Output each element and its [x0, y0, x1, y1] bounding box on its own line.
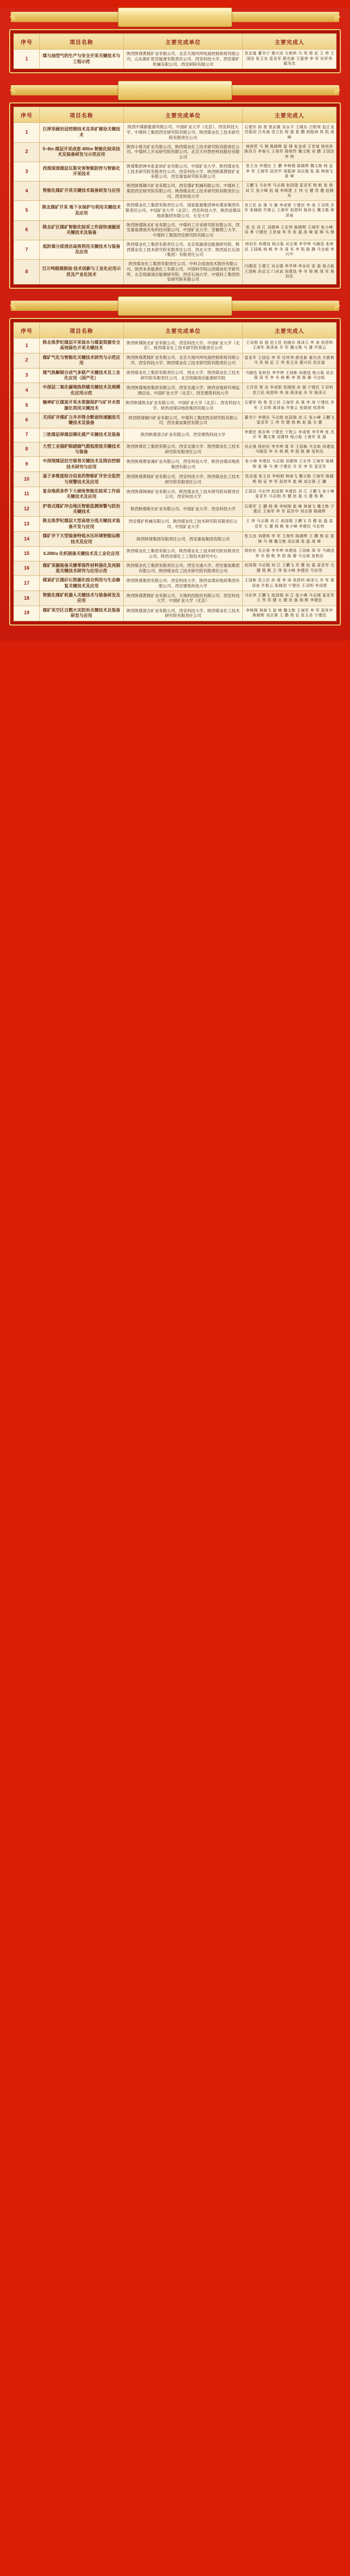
award-table-frame	[9, 29, 341, 73]
banner-tip-left-icon	[10, 12, 15, 21]
table-row	[14, 457, 337, 472]
completing-units: 陕西煤业化工集团有限公司、陕西煤业化工技术研究院有限责任公司、陕西省煤化工工程技术研究中心	[123, 547, 243, 561]
completing-people: 张 杰 刘 江 刘建林 王宏伟 陈晓辉 王海军 张小峰 吴 勇 宁建民 王世斌 李 军 张 磊 高 峰 崔 锋 马 骋	[243, 220, 337, 240]
completing-units: 陕西陕煤韩城矿业有限公司、陕西煤业化工技术研究院有限责任公司、西安科技大学	[123, 487, 243, 502]
row-index: 5	[14, 398, 40, 413]
row-index: 6	[14, 413, 40, 428]
completing-units: 陕西煤业化工集团有限责任公司、国家能源集团神东煤炭集团有限责任公司、中国矿业大学（北京）、西安科技大学、陕西省煤田地质集团有限公司、长安大学	[123, 201, 243, 220]
table-row	[14, 123, 337, 142]
completing-units: 陕西煤业化工集团有限责任公司、西北大学、陕西煤业化工技术研究院有限责任公司、北京低碳清洁能源研究院	[123, 368, 243, 383]
table-row	[14, 442, 337, 457]
completing-units: 陕西陕煤化工集团有限公司、西安交通大学、陕西煤业化工技术研究院有限责任公司	[123, 442, 243, 457]
completing-people: 董书宁 李建民 马志刚 赵国瑞 刘 江 张小峰 王鹏飞 雷亚军 王 伟 苏 健 杨 帆 赵 磊 毛 健	[243, 413, 337, 428]
completing-units: 西安煤矿机械有限公司、陕西煤业化工技术研究院有限责任公司、中国矿业大学	[123, 517, 243, 532]
row-index: 1	[14, 123, 40, 142]
table-header-row	[14, 323, 337, 338]
completing-people: 范京道 董书宁 惠兴田 方新秋 马 英 杨 征 王 伟 王国法 张玉良 雷亚军 薛忠新 王振荣 李 军 任怀伟 霍丙杰	[243, 50, 337, 69]
column-header: 序号	[14, 34, 40, 50]
project-name: 煤气热解制合成气多联产关键技术及工业化应用（国产化）	[39, 368, 123, 383]
completing-units: 陕西陕煤黄陵矿业有限公司、北京天地玛珂电液控制系统有限公司、西安科技大学、陕西煤业化工技术研究院有限责任公司	[123, 353, 243, 368]
completing-people: 赵国瑞 马志刚 刘 江 王鹏飞 苏 健 赵 磊 雷亚军 毛 健 杨 帆 王 伟 张小峰 李建民 马宏伟	[243, 561, 337, 576]
table-row	[14, 428, 337, 442]
column-header: 项目名称	[39, 34, 123, 50]
project-name: 护巷式煤矿冲击地压智能监测预警与防治关键技术	[39, 502, 123, 517]
table-row	[14, 368, 337, 383]
section-banner	[11, 296, 339, 315]
row-index: 6	[14, 220, 40, 240]
row-index: 4	[14, 383, 40, 398]
project-name: 5~8m 煤层开采成套 400m 智能化综采技术及装备研发与示范应用	[39, 142, 123, 162]
project-name: 煤与油型气的生产与安全开采关键技术与工程示范	[39, 50, 123, 69]
completing-units: 陕西陕煤集团有限责任公司、西安重装集团有限公司	[123, 532, 243, 547]
section-title-plate	[118, 296, 232, 316]
table-row	[14, 353, 337, 368]
project-name: 中深层二氧化碳地热供暖关键技术及规模化应用示范	[39, 383, 123, 398]
row-index: 8	[14, 442, 40, 457]
project-name: 中深埋煤层沿空留巷关键技术及围岩控制技术研究与应用	[39, 457, 123, 472]
project-name: 煤矿采空区自燃火灾防治关键技术及装备研发与应用	[39, 606, 123, 621]
table-row	[14, 220, 337, 240]
completing-people: 李树刚 林海飞 崔 峰 魏文艳 王海军 李 军 屈世甲 陈晓辉 刘志强 王 鹏 杨 征 张玉良 宁建民	[243, 606, 337, 621]
completing-people: 马宏伟 王鹏飞 赵国瑞 刘 江 张小峰 马志刚 雷亚军 王 伟 苏 健 毛 健 赵 磊 杨 帆 李建民	[243, 591, 337, 606]
project-name: 榆神矿区煤炭开采水资源保护与矿井水资源化利用关键技术	[39, 398, 123, 413]
row-index: 13	[14, 517, 40, 532]
project-name: 陕北矿区煤矿智能化综采工作面快速掘进关键技术及装备	[39, 220, 123, 240]
completing-people: 杨俊哲 马 骋 陈晓辉 崔 锋 张金虎 王世斌 杨培举 陈洪月 李春元 王海军 杨俊哲 魏文艳 刘 鹏 王国法 李 明	[243, 142, 337, 162]
completing-people: 范立民 孙 强 马 雄 李成银 宁建民 李 涛 王双明 乔 军 张晓团 仵拨云 王海军 侯恩科 杨泽元 魏文艳 蒋泽泉	[243, 201, 337, 220]
completing-people: 王鹏飞 马宏伟 马志刚 赵国瑞 雷亚军 杨 帆 张 俊 刘 江 张小峰 赵 磊 李明建 王 伟 毛 健 苏 健 赵晓东	[243, 182, 337, 201]
row-index: 12	[14, 502, 40, 517]
completing-people: 王国法 马宏伟 赵国瑞 李建民 刘 江 王鹏飞 张小峰 雷亚军 马志刚 苏 健 赵 磊 毛 健 杨 帆	[243, 487, 337, 502]
project-name: 陕北煤矿开采 地下水保护与利用关键技术及应用	[39, 201, 123, 220]
sections-container	[0, 8, 350, 626]
project-name: 大型工业锅炉脱硝烟气超低排放关键技术与装备	[39, 442, 123, 457]
table-row	[14, 532, 337, 547]
column-header: 序号	[14, 107, 40, 123]
table-row	[14, 576, 337, 591]
column-header: 主要完成人	[243, 323, 337, 338]
table-row	[14, 591, 337, 606]
project-name: 低阶煤分质清洁高效利用关键技术与装备及应用	[39, 240, 123, 259]
table-row	[14, 338, 337, 353]
banner-tip-right-icon	[335, 86, 340, 94]
column-header: 主要完成单位	[123, 107, 243, 123]
table-row	[14, 517, 337, 532]
award-table-frame	[9, 102, 341, 289]
row-index: 1	[14, 50, 40, 69]
award-list-page	[0, 8, 350, 641]
project-name: 煤矿采掘装备关键零部件材料强化及再制造关键技术研究与应用示范	[39, 561, 123, 576]
row-index: 3	[14, 368, 40, 383]
completing-units: 陕西中煤新能源有限公司、中国矿业大学（北京）、西安科技大学、中煤科工集团西安研究院有限公司、陕西煤业化工技术研究院有限责任公司	[123, 123, 243, 142]
table-row	[14, 398, 337, 413]
column-header: 主要完成人	[243, 34, 337, 50]
column-header: 主要完成人	[243, 107, 337, 123]
row-index: 19	[14, 606, 40, 621]
project-name: 6.2Mt/a 化机制备关键技术及工业化应用	[39, 547, 123, 561]
table-row	[14, 201, 337, 220]
row-index: 14	[14, 532, 40, 547]
completing-units: 陕西煤业化工集团有限责任公司、中科合成油技术股份有限公司、陕西未来能源化工有限公司、中国科学院山西煤炭化学研究所、北京低碳清洁能源研究院、西安石油大学、中煤科工集团西安研究院有限公司	[123, 260, 243, 284]
completing-units: 陕西陕煤铜川矿业有限公司、西安煤矿机械有限公司、中煤科工集团西安研究院有限公司、陕西煤业化工技术研究院有限责任公司、西安科技大学	[123, 182, 243, 201]
column-header: 主要完成单位	[123, 323, 243, 338]
project-name: 煤矿井下大型装备特低水压环境智能运维技术及应用	[39, 532, 123, 547]
completing-units: 陕西陕煤黄陵矿业有限公司、北京天地玛珂电液控制系统有限公司、山东新矿赵官能源有限责任公司、西安科技大学、西安煤矿机械有限公司、西安研院有限公司	[123, 50, 243, 69]
row-index: 5	[14, 201, 40, 220]
banner-tip-right-icon	[335, 301, 340, 310]
completing-units: 陕西陕煤陕北矿业有限公司、中国矿业大学（北京）、西安科技大学、陕西省煤田地质集团有限公司	[123, 398, 243, 413]
completing-people: 王国栋 范立民 孙 强 李 涛 侯恩科 杨泽元 乔 军 蒋泽泉 仵拨云 张晓团 宁建民 王双明 李成银	[243, 576, 337, 591]
completing-people: 王双明 孙 强 范立民 赵晓东 杨泽元 李 涛 侯恩科 王海军 蒋泽泉 乔 军 魏文艳 马 雄 仵拨云	[243, 338, 337, 353]
completing-people: 闫建国 王建立 吴志强 李学坤 李永旺 张 磊 杨占彪 王国栋 孙启文 门卓武 尚建选 李 冬 杨 帆 周 军 杨伯伦	[243, 260, 337, 284]
completing-units: 陕西煤业化工集团有限责任公司、西安交通大学、西安重装集团有限公司、陕西煤业化工技术研究院有限责任公司	[123, 561, 243, 576]
row-index: 4	[14, 182, 40, 201]
table-header-row	[14, 34, 337, 50]
row-index: 2	[14, 142, 40, 162]
project-name: 陕北侏罗纪煤层开采保水与煤炭资源安全高效绿色开采关键技术	[39, 338, 123, 353]
completing-units: 陕西陕煤铜川矿业有限公司、中煤科工集团西安研究院有限公司、西安重装集团有限公司	[123, 413, 243, 428]
banner-tip-left-icon	[10, 86, 15, 94]
completing-people: 杨伯伦 尚建选 杨占彪 吴志强 李学坤 马晓迅 张秋民 王国栋 杨 帆 李 冬 周 军 李 凯 陈 静 马宝岐 李兴中	[243, 240, 337, 259]
completing-units: 陕西煤业化工集团有限责任公司、北京低碳清洁能源研究院、陕西煤业化工技术研究院有限责任公司、西北大学、陕西延长石油（集团）有限责任公司	[123, 240, 243, 259]
project-name: 巨厚坚硬岩层控制技术及采矿建设关键技术	[39, 123, 123, 142]
completing-units: 陕西陕煤陕北矿业有限公司、中煤科工开采研究院有限公司、西安重装渭南光电科技有限公司、中国矿业大学、安徽理工大学、中煤科工集团西安研究院有限公司	[123, 220, 243, 240]
completing-units: 陕西陕煤彬长矿业有限公司、中国矿业大学、西安科技大学	[123, 502, 243, 517]
row-index: 7	[14, 240, 40, 259]
completing-people: 王沣浩 蔡 洁 李成银 张晓团 孙 强 宁建民 王双明 范立民 侯恩科 李 涛 蒋泽泉 乔 军 杨泽元	[243, 383, 337, 398]
row-index: 15	[14, 547, 40, 561]
table-row	[14, 162, 337, 181]
table-row	[14, 502, 337, 517]
column-header: 项目名称	[39, 323, 123, 338]
table-row	[14, 472, 337, 487]
project-name: 三软煤层厚煤层模化提产关键技术及装备	[39, 428, 123, 442]
completing-units: 陕西陕煤黄陵矿业有限公司、天地科技股份有限公司、西安科技大学、中国矿业大学（北京）	[123, 591, 243, 606]
completing-people: 石建军 王 鹏 杨 俊 李树刚 崔 峰 林海飞 魏文艳 宁建民 王海军 李 军 屈世甲 刘志强 陈晓辉	[243, 502, 337, 517]
completing-people: 范京道 张玉良 李树刚 林海飞 魏文艳 王海军 陈晓辉 杨 征 李 军 屈世甲 崔 峰 刘志强 王 鹏	[243, 472, 337, 487]
row-index: 10	[14, 472, 40, 487]
completing-units: 陕西陕煤曹家滩矿业有限公司、西安科技大学、陕西省煤田地质集团有限公司	[123, 457, 243, 472]
table-row	[14, 606, 337, 621]
row-index: 8	[14, 260, 40, 284]
project-name: 智能化煤矿机器人关键技术与装备研发及应用	[39, 591, 123, 606]
completing-units: 陕西陕煤地质集团有限公司、西安交通大学、陕西省地质环境监测总站、中国矿业大学（北京）、西安建筑科技大学	[123, 383, 243, 398]
column-header: 序号	[14, 323, 40, 338]
row-index: 2	[14, 353, 40, 368]
table-row	[14, 50, 337, 69]
completing-people: 张玉良 李建民 王 鹏 李树刚 陈晓辉 魏文艳 杨 征 李 军 王海军 屈世甲 胡振洲 刘志强 张 磊 林海飞 崔 峰	[243, 162, 337, 181]
award-table	[13, 322, 337, 621]
project-name: 煤矿气化与智能化关键技术研究与示范应用	[39, 353, 123, 368]
column-header: 项目名称	[39, 107, 123, 123]
project-name: 关闭矿井煤矿立井井筒全断面快速掘进关键技术及装备	[39, 413, 123, 428]
project-name: 智能化煤矿开采关键技术装备研发与应用	[39, 182, 123, 201]
award-table	[13, 33, 337, 69]
project-name: 基于多维度综合信息的智能矿井安全监控与预警技术及应用	[39, 472, 123, 487]
completing-units: 陕西陕煤澄合矿业有限公司、西安建筑科技大学	[123, 428, 243, 442]
completing-people: 石建军 杨 俊 范立民 王海军 孙 强 李 涛 宁建民 乔 军 王双明 蒋泽泉 仵拨云 张晓团 侯恩科	[243, 398, 337, 413]
table-row	[14, 383, 337, 398]
project-name: 煤炭矿区煤矸石资源化综合利用与生态修复关键技术及应用	[39, 576, 123, 591]
completing-people: 张小峰 李建民 马志刚 刘建林 王宏伟 王海军 陈晓辉 崔 锋 马 骋 宁建民 乔 军 李 军 雷亚军	[243, 457, 337, 472]
table-row	[14, 260, 337, 284]
completing-units: 陕西陕煤集团有限公司、西安科技大学、陕西省煤田地质集团有限公司、西安建筑科技大学	[123, 576, 243, 591]
completing-people: 王 伟 马志刚 刘 江 赵国瑞 王鹏飞 苏 健 赵 磊 雷亚军 毛 健 杨 帆 张小峰 李建民 马宏伟	[243, 517, 337, 532]
award-table	[13, 107, 337, 284]
row-index: 16	[14, 561, 40, 576]
row-index: 7	[14, 428, 40, 442]
row-index: 18	[14, 591, 40, 606]
row-index: 3	[14, 162, 40, 181]
table-row	[14, 142, 337, 162]
project-name: 复杂地质条件下大倾角智能化综采工作面关键技术及应用	[39, 487, 123, 502]
row-index: 17	[14, 576, 40, 591]
section-banner	[11, 81, 339, 99]
completing-people: 马晓迅 张秋民 李学坤 王国栋 尚建选 杨占彪 吴志强 周 军 李 冬 杨 帆 李 凯 陈 静 马宝岐	[243, 368, 337, 383]
table-row	[14, 413, 337, 428]
section-title-plate	[118, 81, 232, 100]
project-name: 陕北侏罗纪煤层大型高效分选关键技术装备开发与应用	[39, 517, 123, 532]
project-name: 百万吨级煤制油 技术创新与工业化应用示范及产业化技术	[39, 260, 123, 284]
section-banner	[11, 8, 339, 26]
completing-people: 雷亚军 王国法 李 军 任怀伟 薛忠新 霍丙杰 方新秋 马 英 杨 征 王 伟 张玉良 惠兴田 范京道	[243, 353, 337, 368]
row-index: 9	[14, 457, 40, 472]
completing-people: 石建军 杨 俊 蔡武雄 吴永平 王晓东 白银荣 赵正龙 苏振国 吕兆海 范立民 程 磊 崔 鹏 胡振洲 郑 凯 高 峰	[243, 123, 337, 142]
row-index: 11	[14, 487, 40, 502]
table-row	[14, 547, 337, 561]
column-header: 主要完成单位	[123, 34, 243, 50]
table-row	[14, 182, 337, 201]
completing-people: 张玉良 刘建林 李 军 王海军 陈晓辉 王 鹏 杨 征 崔 锋 马 骋 魏文艳 刘志强 张 磊 高 峰	[243, 532, 337, 547]
row-index: 1	[14, 338, 40, 353]
completing-units: 陕西陕煤澄合矿业有限公司、西安科技大学、陕西煤业化工技术研究院有限责任公司	[123, 606, 243, 621]
completing-units: 陕煤集团神木张家峁矿业有限公司、中国矿业大学、陕西煤业化工技术研究院有限责任公司、西安科技大学、陕西陕煤黄陵矿业有限公司、西安重装研究院有限公司	[123, 162, 243, 181]
table-row	[14, 240, 337, 259]
banner-tip-left-icon	[10, 301, 15, 310]
project-name: 西部深部煤层瓦斯灾害智能防控与智能化开采技术	[39, 162, 123, 181]
completing-people: 李建民 郭存林 宁建民 宁拨云 李成银 李学坤 张 杰 乔 军 魏文艳 刘建林 杨占彪 王海军 张 磊	[243, 428, 337, 442]
completing-units: 陕西陕煤黄陵矿业有限公司、西安科技大学、陕西煤业化工技术研究院有限责任公司	[123, 472, 243, 487]
completing-units: 陕西小保当矿业有限公司、陕西煤业化工技术研究院有限责任公司、中煤科工开采研究院有限公司、北京天玛智控科技股份有限公司	[123, 142, 243, 162]
section-title-plate	[118, 8, 232, 27]
table-row	[14, 561, 337, 576]
completing-people: 吴志强 杨伯伦 李学坤 周 军 王国栋 马宝岐 尚建选 马晓迅 李 冬 杨 帆 李 凯 陈 静 张秋民	[243, 442, 337, 457]
completing-people: 杨伯伦 吴志强 李学坤 尚建选 王国栋 周 军 马晓迅 李 冬 杨 帆 李 凯 陈 静 马宝岐 张秋民	[243, 547, 337, 561]
table-header-row	[14, 107, 337, 123]
banner-tip-right-icon	[335, 12, 340, 21]
completing-units: 陕西陕煤陕北矿业有限公司、西安科技大学、中国矿业大学（北京）、陕西煤业化工技术研究院有限责任公司	[123, 338, 243, 353]
table-row	[14, 487, 337, 502]
award-table-frame	[9, 318, 341, 626]
